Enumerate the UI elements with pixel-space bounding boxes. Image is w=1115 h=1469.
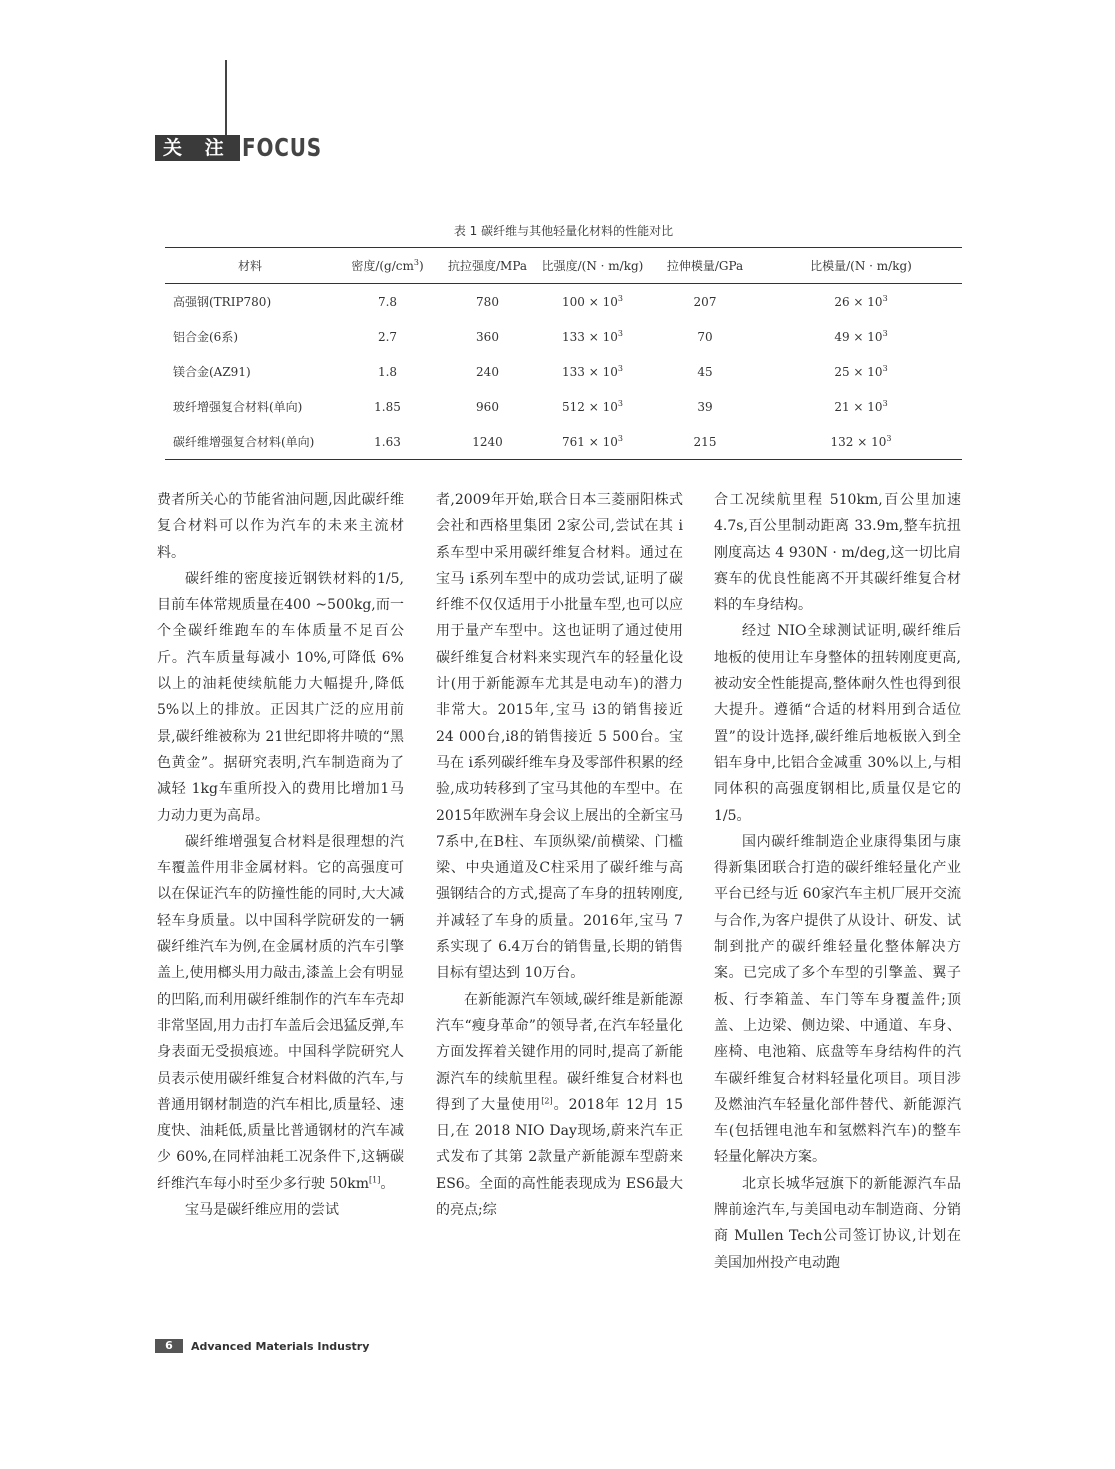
section-label: 关 注 bbox=[155, 135, 240, 161]
comparison-table bbox=[165, 247, 962, 460]
cell-tensile-modulus: 39 bbox=[697, 399, 713, 414]
paragraph bbox=[157, 829, 404, 1197]
table-caption: 表 1 碳纤维与其他轻量化材料的性能对比 bbox=[453, 224, 674, 238]
cell-tensile-strength: 360 bbox=[476, 329, 499, 344]
paragraph-text: 。 bbox=[380, 1175, 395, 1192]
cell-specific-modulus: $49 \times 10^3$ bbox=[834, 328, 888, 344]
cell-tensile-strength: 1240 bbox=[440, 424, 535, 460]
paragraph: 经过 NIO全球测试证明,碳纤维后地板的使用让车身整体的扭转刚度更高,被动安全性能提高,整体耐久性也得到很大提升。遵循“合适的材料用到合适位置”的设计选择,碳纤维后地板嵌入到全铝车身中,比铝合金减重 30%以上,与相同体积的高强度钢相比,质量仅是它的 1/5。 bbox=[714, 623, 961, 824]
cell-specific-strength: $100 \times 10^3$ bbox=[562, 293, 623, 309]
cell-specific-modulus: $21 \times 10^3$ bbox=[834, 398, 888, 414]
cell-tensile-modulus: 45 bbox=[697, 364, 713, 379]
cell-tensile-modulus: 215 bbox=[650, 424, 760, 460]
journal-name: Advanced Materials Industry bbox=[191, 1339, 370, 1353]
paragraph: 碳纤维的密度接近钢铁材料的1/5,目前车体常规质量在400 ~500kg,而一个全碳纤维跑车的车体质量不足百公斤。汽车质量每减小 10%,可降低 6%以上的油耗使续航能力大幅提升,降低 5%以上的排放。正因其广泛的应用前景,碳纤维被称为 21世纪即将井喷的“黑色黄金”。据研究表明,汽车制造商为了减轻 1kg车重所投入的费用比增加1马力动力更为高昂。 bbox=[157, 570, 404, 824]
cell-material: 碳纤维增强复合材料(单向) bbox=[165, 424, 335, 460]
cell-density: 7.8 bbox=[377, 294, 398, 309]
table-row bbox=[165, 389, 962, 424]
paragraph bbox=[436, 987, 683, 1224]
table-row bbox=[165, 319, 962, 354]
column-3 bbox=[714, 487, 961, 1276]
column-1 bbox=[157, 487, 404, 1223]
header-density: 密度$/(g/cm^3)$ bbox=[335, 248, 440, 284]
cell-tensile-strength: 780 bbox=[476, 294, 499, 309]
citation-ref: [2] bbox=[541, 1096, 553, 1106]
cell-tensile-modulus: 207 bbox=[693, 294, 717, 309]
cell-specific-modulus: $132 \times 10^3$ bbox=[760, 424, 962, 460]
header-specific-strength: 比强度/(N · m/kg) bbox=[535, 248, 650, 284]
cell-specific-strength: $761 \times 10^3$ bbox=[535, 424, 650, 460]
paragraph: 者,2009年开始,联合日本三菱丽阳株式会社和西格里集团 2家公司,尝试在其 i系车型中采用碳纤维复合材料。通过在宝马 i系列车型中的成功尝试,证明了碳纤维不仅仅适用于小批量车型,也可以应用于量产车型中。这也证明了通过使用碳纤维复合材料来实现汽车的轻量化设计(用于新能源车尤其是电动车)的潜力非常大。2015年,宝马 i3的销售接近 24 000台,i8的销售接近 5 500台。宝马在 i系列碳纤维车身及零部件积累的经验,成功转移到了宝马其他的车型中。在 2015年欧洲车身会议上展出的全新宝马 7系中,在B柱、车顶纵梁/前横梁、门槛梁、中央通道及C柱采用了碳纤维与高强钢结合的方式,提高了车身的扭转刚度,并减轻了车身的质量。2016年,宝马 7系实现了 6.4万台的销售量,长期的销售目标有望达到 10万台。 bbox=[436, 492, 683, 982]
cell-specific-strength: $133 \times 10^3$ bbox=[562, 328, 623, 344]
cell-density: 2.7 bbox=[377, 329, 398, 344]
paragraph-text: 碳纤维增强复合材料是很理想的汽车覆盖件用非金属材料。它的高强度可以在保证汽车的防撞性能的同时,大大减轻车身质量。以中国科学院研发的一辆碳纤维汽车为例,在金属材质的汽车引擎盖上,使用榔头用力敲击,漆盖上会有明显的凹陷,而利用碳纤维制作的汽车车壳却非常坚固,用力击打车盖后会迅猛反弹,车身表面无受损痕迹。中国科学院研究人员表示使用碳纤维复合材料做的汽车,与普通用钢材制造的汽车相比,质量轻、速度快、油耗低,质量比普通钢材的汽车减少 60%,在同样油耗工况条件下,这辆碳纤维汽车每小时至少多行驶 50km bbox=[157, 833, 404, 1192]
table-row bbox=[165, 284, 962, 320]
cell-material: 镁合金(AZ91) bbox=[173, 365, 251, 379]
cell-material: 高强钢(TRIP780) bbox=[173, 295, 272, 309]
paragraph: 宝马是碳纤维应用的尝试 bbox=[185, 1202, 339, 1219]
paragraph: 合工况续航里程 510km,百公里加速 4.7s,百公里制动距离 33.9m,整车抗扭刚度高达 4 930N · m/deg,这一切比肩赛车的优良性能离不开其碳纤维复合材料的车身结构。 bbox=[714, 492, 961, 614]
section-header bbox=[155, 133, 342, 162]
cell-specific-modulus: $26 \times 10^3$ bbox=[834, 293, 888, 309]
column-2 bbox=[436, 487, 683, 1223]
header-tensile-modulus: 拉伸模量/GPa bbox=[650, 248, 760, 284]
cell-tensile-modulus: 70 bbox=[697, 329, 713, 344]
cell-material: 铝合金(6系) bbox=[173, 330, 238, 344]
cell-specific-strength: $133 \times 10^3$ bbox=[562, 363, 623, 379]
page-number: 6 bbox=[155, 1339, 183, 1353]
paragraph-text: 。2018年 12月 15日,在 2018 NIO Day现场,蔚来汽车正式发布了其第 2款量产新能源车型蔚来 ES6。全面的高性能表现成为 ES6最大的亮点;综 bbox=[436, 1096, 683, 1219]
cell-tensile-strength: 960 bbox=[476, 399, 499, 414]
cell-specific-strength: $512 \times 10^3$ bbox=[562, 398, 623, 414]
table-row bbox=[165, 424, 962, 460]
cell-tensile-strength: 240 bbox=[476, 364, 499, 379]
citation-ref: [1] bbox=[369, 1175, 381, 1185]
cell-material: 玻纤增强复合材料(单向) bbox=[173, 400, 303, 414]
header-material: 材料 bbox=[165, 248, 335, 284]
page-footer bbox=[155, 1339, 369, 1353]
cell-specific-modulus: $25 \times 10^3$ bbox=[834, 363, 888, 379]
header-specific-modulus: 比模量/(N · m/kg) bbox=[760, 248, 962, 284]
header-tensile-strength: 抗拉强度/MPa bbox=[440, 248, 535, 284]
table-header-row bbox=[165, 248, 962, 284]
paragraph: 北京长城华冠旗下的新能源汽车品牌前途汽车,与美国电动车制造商、分销商 Mullen Tech公司签订协议,计划在美国加州投产电动跑 bbox=[714, 1175, 961, 1271]
cell-density: 1.8 bbox=[377, 364, 398, 379]
cell-density: 1.63 bbox=[335, 424, 440, 460]
paragraph-text: 在新能源汽车领域,碳纤维是新能源汽车“瘦身革命”的领导者,在汽车轻量化方面发挥着关键作用的同时,提高了新能源汽车的续航里程。碳纤维复合材料也得到了大量使用 bbox=[436, 991, 683, 1113]
section-focus-label: FOCUS bbox=[241, 133, 322, 162]
cell-density: 1.85 bbox=[374, 399, 401, 414]
table-row bbox=[165, 354, 962, 389]
paragraph: 费者所关心的节能省油问题,因此碳纤维复合材料可以作为汽车的未来主流材料。 bbox=[157, 492, 404, 561]
paragraph: 国内碳纤维制造企业康得集团与康得新集团联合打造的碳纤维轻量化产业平台已经与近 60家汽车主机厂展开交流与合作,为客户提供了从设计、研发、试制到批产的碳纤维轻量化整体解决方案。已完成了多个车型的引擎盖、翼子板、行李箱盖、车门等车身覆盖件;顶盖、上边梁、侧边梁、中通道、车身、座椅、电池箱、底盘等车身结构件的汽车碳纤维复合材料轻量化项目。项目涉及燃油汽车轻量化部件替代、新能源汽车(包括锂电池车和氢燃料汽车)的整车轻量化解决方案。 bbox=[714, 833, 961, 1166]
